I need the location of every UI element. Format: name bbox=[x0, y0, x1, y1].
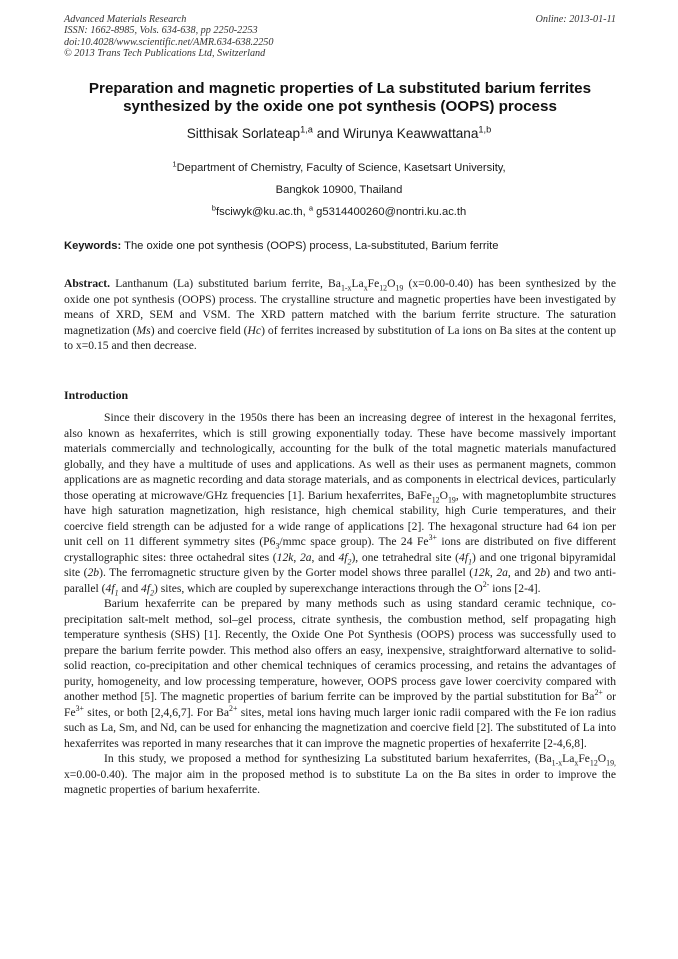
author-list bbox=[40, 126, 638, 141]
affiliation-sup: 1 bbox=[172, 159, 177, 169]
text-run: , with magnetoplumbite structures have high saturation magnetization, high resistance, high chemical stability, high Curie temperatures, and their coercive field strength can be adjusted for a wide range of applications [2]. The hexagonal structure had 64 ion per unit cell on 11 different symmetry sites (P6 bbox=[64, 488, 616, 548]
keywords-text: The oxide one pot synthesis (OOPS) process, La-substituted, Barium ferrite bbox=[121, 240, 499, 252]
italic-site-sub: 2 bbox=[347, 556, 352, 566]
subscript: 3 bbox=[275, 541, 280, 551]
text-run: In this study, we proposed a method for synthesizing La substituted barium hexaferrites, (Ba bbox=[104, 752, 552, 765]
email-a[interactable]: g5314400260@nontri.ku.ac.th bbox=[313, 206, 467, 218]
text-run: La bbox=[562, 752, 575, 765]
italic-site: 4f bbox=[338, 550, 348, 564]
text-run: sites, or both [2,4,6,7]. For Ba bbox=[83, 705, 230, 719]
subscript: 12 bbox=[589, 758, 598, 768]
italic-site-sub: 1 bbox=[114, 587, 119, 597]
title-line-2: synthesized by the oxide one pot synthesis (OOPS) process bbox=[123, 98, 557, 115]
abstract-text: Lanthanum (La) substituted barium ferrite, Ba bbox=[110, 277, 341, 290]
email-b[interactable]: fsciwyk@ku.ac.th, bbox=[216, 206, 309, 218]
text-run: ) and one trigonal bipyramidal site ( bbox=[64, 550, 616, 579]
italic-site: 4f bbox=[141, 581, 151, 595]
paragraph-1 bbox=[64, 410, 616, 596]
subscript: 1-x bbox=[551, 758, 563, 768]
superscript: 2+ bbox=[594, 688, 603, 698]
author-emails bbox=[40, 203, 638, 218]
italic-site: 2a bbox=[496, 566, 508, 579]
author-1: Sitthisak Sorlateap bbox=[186, 126, 301, 141]
text-run: ions [2-4]. bbox=[489, 581, 541, 595]
affiliation-line-2: Bangkok 10900, Thailand bbox=[275, 184, 403, 196]
paragraph-2 bbox=[64, 596, 616, 751]
title-line-1: Preparation and magnetic properties of La substituted barium ferrites bbox=[88, 80, 592, 97]
text-run: sites, metal ions having much larger ionic radii compared with the Fe ion radius such as La, Sm, and Nd, can be used for enhancing the magnetization and coercive field [2]. The substituted of La into hexaferrites was reported in many researches that it can improve the magnetic properties of hexaferrite [2-4,6,8]. bbox=[64, 705, 616, 750]
introduction-body bbox=[64, 410, 616, 798]
abstract-text: ) and coercive field ( bbox=[150, 323, 248, 337]
italic-site: b bbox=[540, 566, 547, 579]
abstract-text: Fe bbox=[367, 277, 380, 290]
text-run: , bbox=[489, 566, 497, 579]
author-1-sup: 1,a bbox=[300, 124, 313, 135]
italic-symbol: Hc bbox=[247, 323, 262, 337]
text-run: ) and two anti-parallel ( bbox=[64, 566, 617, 595]
text-run: x=0.00-0.40). The major aim in the proposed method is to substitute La on the Ba sites in order to improve the magnetic properties of barium hexaferrite. bbox=[64, 767, 616, 796]
text-run: , bbox=[293, 550, 300, 564]
italic-site-sub: 2 bbox=[150, 587, 155, 597]
author-conjunction: and bbox=[312, 126, 344, 141]
text-run: , and 2 bbox=[507, 566, 541, 579]
email-sup-b: b bbox=[211, 203, 216, 213]
subscript: 12 bbox=[431, 494, 440, 504]
keywords bbox=[64, 240, 616, 252]
author-2: Wirunya Keawwattana bbox=[343, 126, 479, 141]
subscript: 19 bbox=[447, 494, 456, 504]
subscript: x bbox=[363, 283, 368, 293]
italic-site-sub: 1 bbox=[468, 556, 472, 566]
text-run: ions are distributed on five different crystallographic sites: three octahedral sites ( bbox=[64, 535, 617, 564]
doi-line: doi:10.4028/www.scientific.net/AMR.634-638.2250 bbox=[64, 36, 274, 48]
italic-site: 2a bbox=[299, 550, 312, 564]
italic-symbol: Ms bbox=[136, 323, 151, 337]
text-run: Since their discovery in the 1950s there has been an increasing degree of interest in the hexagonal ferrites, also known as hexaferrites, which is still growing exponentially today. These have become massively important materials commercially and technologically, accounting for the bulk of the total magnetic materials manufactured globally, and they have a multitude of uses and applications. As well as their uses as permanent magnets, common applications are as magnetic recording and data storage materials, and as components in electrical devices, particularly those operating at microwave/GHz frequencies [1]. Barium hexaferrites, BaFe bbox=[64, 411, 616, 502]
text-run: , and bbox=[311, 550, 339, 564]
italic-site: 12k bbox=[276, 550, 294, 564]
text-run: ), one tetrahedral site ( bbox=[351, 550, 460, 564]
text-run: Barium hexaferrite can be prepared by many methods such as using standard ceramic technique, co-precipitation salt-melt method, sol–gel process, citrate synthesis, the combustion method, self propagating high temperature synthesis (SHS) [1]. Recently, the Oxide One Pot Synthesis (OOPS) process was successfully used to prepare the barium ferrite powder. This method also offers an easy, inexpensive, straightforward alternative to solid-solid reaction, co-precipitation and other chemical techniques of ceramics processing, and retains the advantages of purity, homogeneity, and low processing temperature, however, OOPS process gave lower coercivity compared with another method [5]. The magnetic properties of barium ferrite can be improved by the partial substitution for Ba bbox=[64, 597, 616, 703]
paper-title bbox=[58, 80, 622, 116]
abstract bbox=[64, 276, 616, 354]
copyright-line: © 2013 Trans Tech Publications Ltd, Switzerland bbox=[64, 48, 266, 60]
email-sup-a: a bbox=[308, 203, 314, 213]
text-run: or Fe bbox=[64, 690, 616, 719]
text-run: and bbox=[118, 581, 142, 595]
section-heading-introduction: Introduction bbox=[64, 388, 129, 402]
italic-site: 4f bbox=[105, 581, 115, 595]
superscript: 3+ bbox=[428, 533, 437, 543]
superscript: 2- bbox=[482, 579, 490, 589]
italic-site: 4f bbox=[459, 550, 469, 564]
journal-header bbox=[64, 14, 616, 60]
journal-name: Advanced Materials Research bbox=[64, 14, 187, 25]
text-run: O bbox=[597, 752, 607, 765]
abstract-label: Abstract. bbox=[64, 277, 111, 290]
keywords-label: Keywords: bbox=[64, 240, 122, 252]
text-run: O bbox=[439, 488, 448, 502]
subscript: 1-x bbox=[340, 283, 352, 293]
subscript: 19, bbox=[606, 758, 616, 768]
affiliation-text: Department of Chemistry, Faculty of Science, Kasetsart University, bbox=[176, 162, 506, 174]
author-2-sup: 1,b bbox=[478, 124, 492, 135]
abstract-text: (x=0.00-0.40) has been synthesized by the oxide one pot synthesis (OOPS) process. The crystalline structure and magnetic properties have been investigated by means of XRD, SEM and VSM. The XRD pattern matched with the barium ferrite structure. The saturation magnetization ( bbox=[64, 277, 616, 337]
abstract-text: La bbox=[351, 277, 364, 290]
superscript: 3+ bbox=[75, 703, 84, 713]
italic-site: 12k bbox=[473, 566, 490, 579]
subscript: x bbox=[574, 758, 579, 768]
subscript: 12 bbox=[379, 283, 388, 293]
abstract-text: O bbox=[387, 277, 396, 290]
superscript: 2+ bbox=[229, 703, 238, 713]
abstract-text: ) of ferrites increased by substitution of La ions on Ba sites at the content up to x=0.15 and then decrease. bbox=[64, 323, 617, 353]
affiliation-line-1 bbox=[40, 159, 638, 174]
text-run: /mmc space group). The 24 Fe bbox=[279, 535, 429, 548]
text-run: ) sites, which are coupled by superexchange interactions through the O bbox=[154, 581, 483, 595]
italic-site: 2b bbox=[87, 566, 100, 579]
text-run: Fe bbox=[578, 752, 590, 765]
online-date: Online: 2013-01-11 bbox=[535, 14, 616, 25]
paragraph-3 bbox=[64, 751, 616, 798]
subscript: 19 bbox=[395, 283, 404, 293]
text-run: ). The ferromagnetic structure given by the Gorter model shows three parallel ( bbox=[99, 566, 474, 579]
issn-line: ISSN: 1662-8985, Vols. 634-638, pp 2250-2253 bbox=[64, 25, 258, 37]
